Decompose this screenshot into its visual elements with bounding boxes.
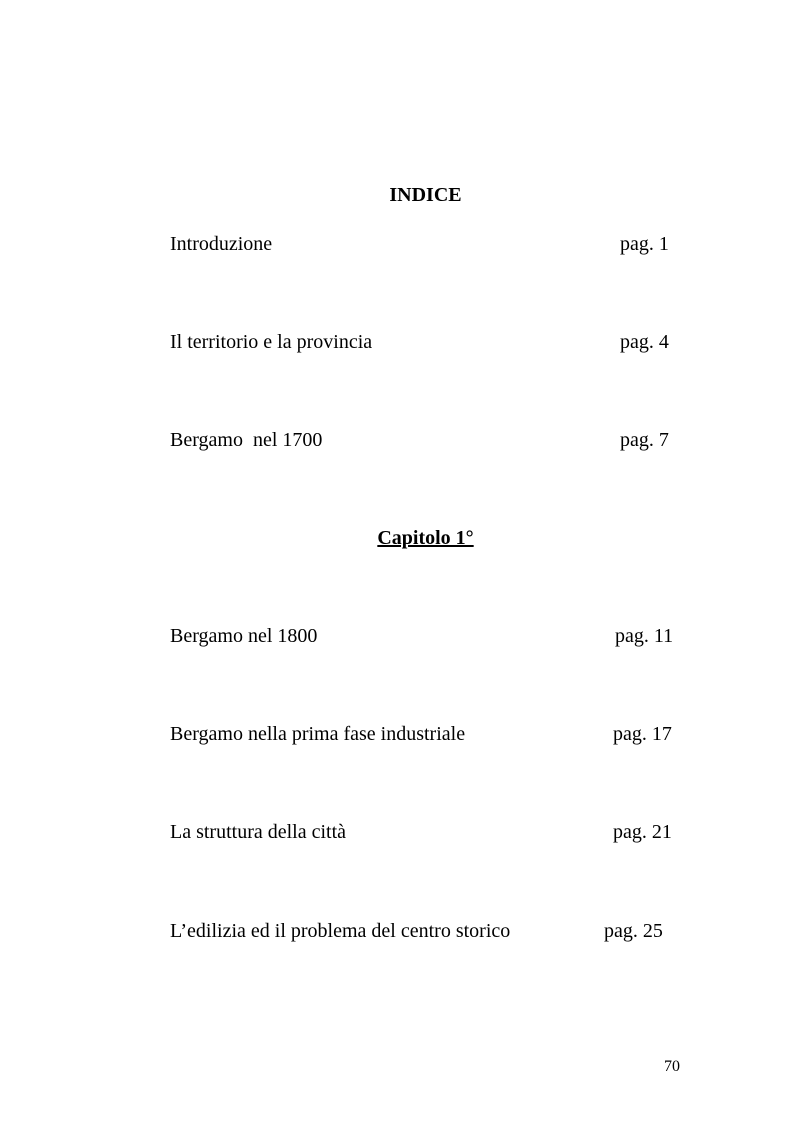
chapter-heading: Capitolo 1° — [377, 527, 474, 549]
toc-entry-page: pag. 25 — [604, 920, 663, 942]
toc-entry-title: L’edilizia ed il problema del centro storico — [170, 920, 511, 942]
toc-entry-title: Introduzione — [170, 233, 273, 255]
toc-entry-page: pag. 11 — [615, 625, 674, 647]
toc-entry — [170, 329, 690, 355]
toc-entry-page: pag. 17 — [613, 723, 672, 745]
toc-entry-title: La struttura della città — [170, 821, 347, 843]
toc-entry-page: pag. 7 — [620, 429, 669, 451]
toc-entry — [170, 721, 690, 747]
page-number: 70 — [664, 1058, 680, 1075]
toc-entry — [170, 819, 690, 845]
toc-entry-title: Bergamo nella prima fase industriale — [170, 723, 466, 745]
toc-entry-page: pag. 4 — [620, 331, 669, 353]
toc-entry-page: pag. 21 — [613, 821, 672, 843]
toc-entry — [170, 231, 690, 257]
toc-entry-title: Bergamo nel 1800 — [170, 625, 318, 647]
toc-entry — [170, 918, 690, 944]
toc-entry-page: pag. 1 — [620, 233, 669, 255]
toc-entry — [170, 623, 690, 649]
toc-entry-title: Il territorio e la provincia — [170, 331, 373, 353]
toc-entry — [170, 427, 690, 453]
index-heading: INDICE — [389, 184, 462, 206]
toc-entry-title: Bergamo nel 1700 — [170, 429, 323, 451]
